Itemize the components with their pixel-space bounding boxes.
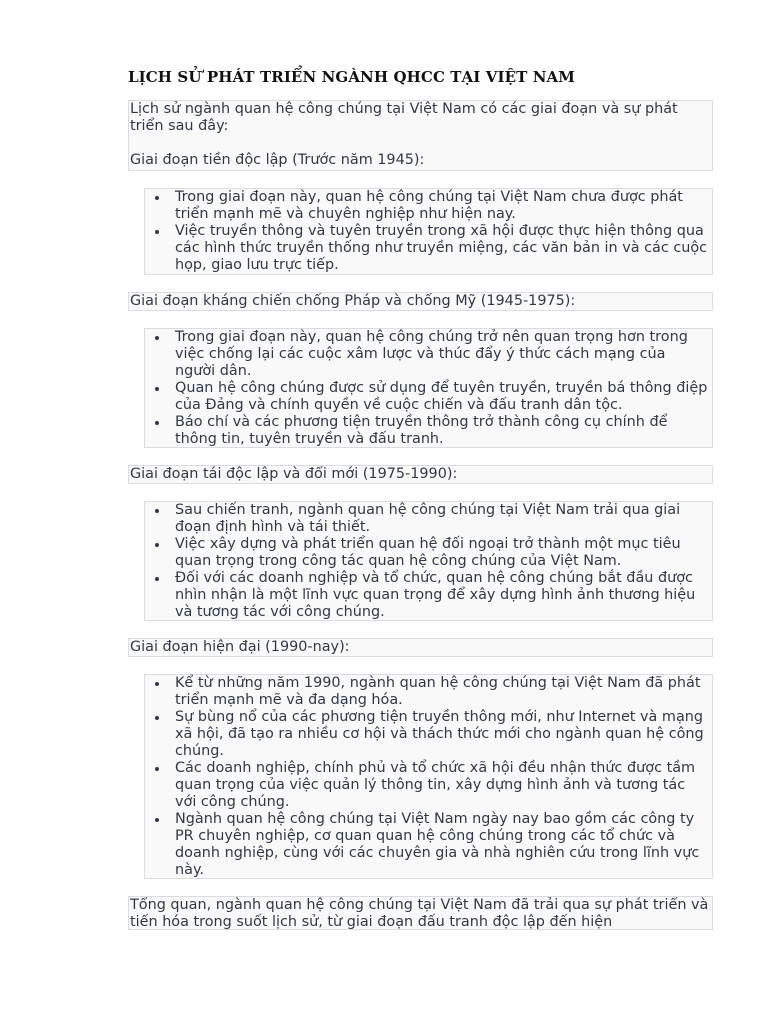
- list-item: Kể từ những năm 1990, ngành quan hệ công chúng tại Việt Nam đã phát triển mạnh mẽ và đa dạng hóa.: [175, 675, 708, 709]
- list-item: Sự bùng nổ của các phương tiện truyền thông mới, như Internet và mạng xã hội, đã tạo ra nhiều cơ hội và thách thức mới cho ngành quan hệ công chúng.: [175, 709, 708, 760]
- list-item: Quan hệ công chúng được sử dụng để tuyên truyền, truyền bá thông điệp của Đảng và chính quyền về cuộc chiến và đấu tranh dân tộc.: [175, 380, 708, 413]
- list-item: Ngành quan hệ công chúng tại Việt Nam ngày nay bao gồm các công ty PR chuyên nghiệp, cơ quan quan hệ công chúng trong các tổ chức và doanh nghiệp, cùng với các chuyên gia và nhà nghiên cứu trong lĩnh vực này.: [175, 811, 708, 879]
- intro-block: [128, 100, 713, 171]
- document-page: [128, 66, 713, 930]
- period-list-pre-independence: [144, 188, 713, 275]
- period-list-reunification: [144, 501, 713, 621]
- intro-paragraph: Lịch sử ngành quan hệ công chúng tại Việt Nam có các giai đoạn và sự phát triển sau đây:: [130, 101, 678, 134]
- list-item: Báo chí và các phương tiện truyền thông trở thành công cụ chính để thông tin, tuyên truyền và đấu tranh.: [175, 414, 708, 448]
- period-list-modern: [144, 674, 713, 879]
- period-heading-modern: Giai đoạn hiện đại (1990-nay):: [128, 638, 713, 657]
- document-title: LỊCH SỬ PHÁT TRIỂN NGÀNH QHCC TẠI VIỆT NAM: [128, 68, 575, 86]
- list-item: Sau chiến tranh, ngành quan hệ công chúng tại Việt Nam trải qua giai đoạn định hình và tái thiết.: [175, 502, 708, 536]
- list-item: Các doanh nghiệp, chính phủ và tổ chức xã hội đều nhận thức được tầm quan trọng của việc quản lý thông tin, xây dựng hình ảnh và tương tác với công chúng.: [175, 760, 708, 811]
- period-heading-resistance: Giai đoạn kháng chiến chống Pháp và chống Mỹ (1945-1975):: [128, 292, 713, 311]
- list-item: Trong giai đoạn này, quan hệ công chúng tại Việt Nam chưa được phát triển mạnh mẽ và chuyên nghiệp như hiện nay.: [175, 189, 708, 223]
- list-item: Việc xây dựng và phát triển quan hệ đối ngoại trở thành một mục tiêu quan trọng trong công tác quan hệ công chúng của Việt Nam.: [175, 536, 708, 570]
- period-list-resistance: [144, 328, 713, 448]
- conclusion-paragraph: Tổng quan, ngành quan hệ công chúng tại Việt Nam đã trải qua sự phát triển và tiến hóa trong suốt lịch sử, từ giai đoạn đấu tranh độc lập đến hiện: [128, 896, 713, 930]
- list-item: Đối với các doanh nghiệp và tổ chức, quan hệ công chúng bắt đầu được nhìn nhận là một lĩnh vực quan trọng để xây dựng hình ảnh thương hiệu và tương tác với công chúng.: [175, 570, 708, 621]
- period-heading-reunification: Giai đoạn tái độc lập và đổi mới (1975-1990):: [128, 465, 713, 484]
- list-item: Việc truyền thông và tuyên truyền trong xã hội được thực hiện thông qua các hình thức truyền thống như truyền miệng, các văn bản in và các cuộc họp, giao lưu trực tiếp.: [175, 223, 708, 273]
- list-item: Trong giai đoạn này, quan hệ công chúng trở nên quan trọng hơn trong việc chống lại các cuộc xâm lược và thúc đẩy ý thức cách mạng của người dân.: [175, 329, 708, 380]
- period-heading-pre-independence: Giai đoạn tiền độc lập (Trước năm 1945):: [130, 152, 425, 168]
